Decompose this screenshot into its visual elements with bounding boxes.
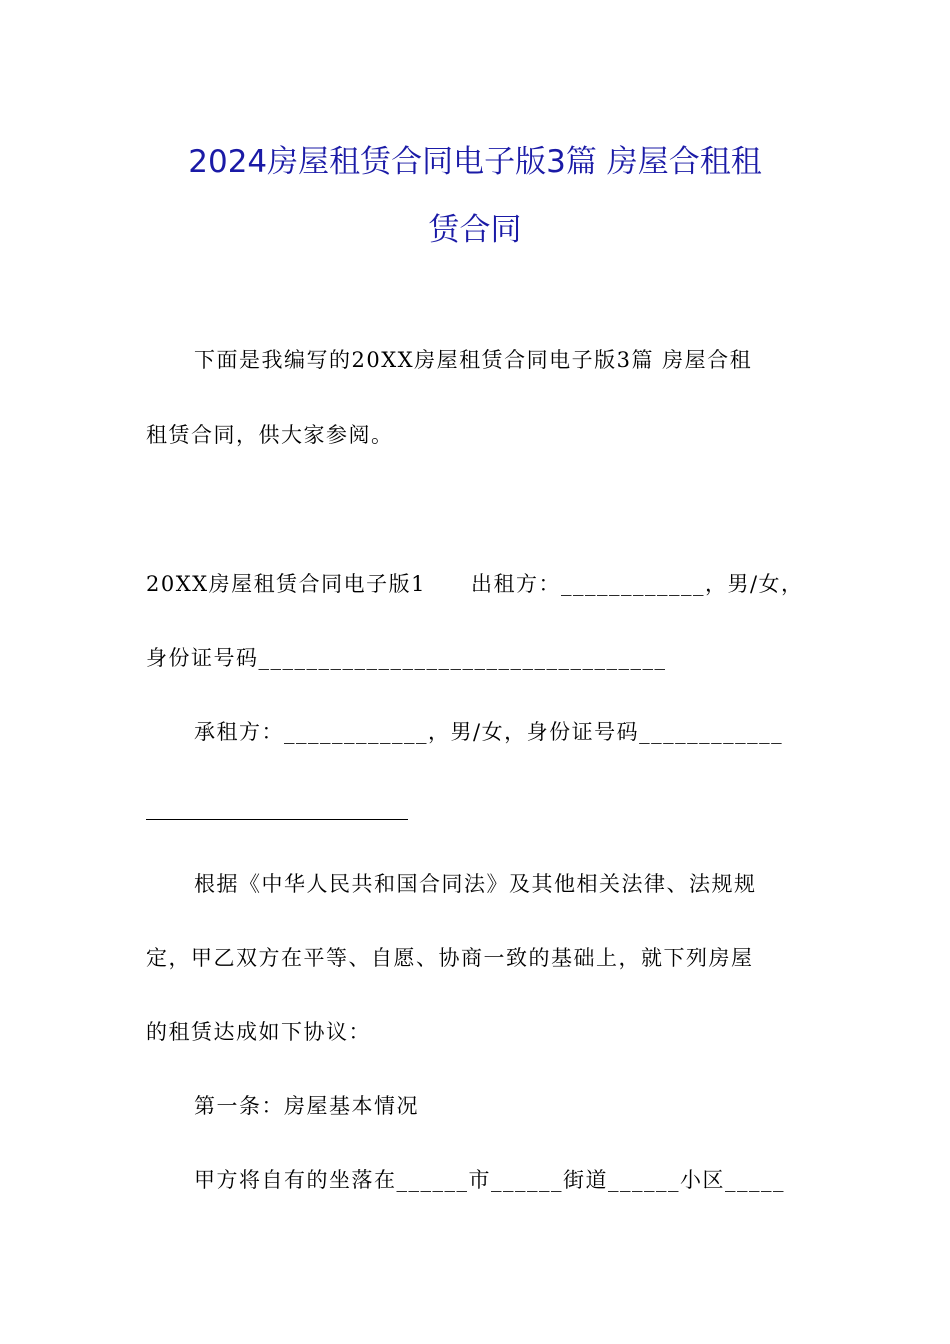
- blank-fill-rule: [146, 819, 408, 820]
- contract-heading-lessor-line: 20XX房屋租赁合同电子版1 出租方：____________，男/女，: [146, 572, 804, 596]
- intro-paragraph-line-2: 租赁合同，供大家参阅。: [146, 423, 394, 447]
- article-1-title: 第一条：房屋基本情况: [194, 1094, 419, 1118]
- lessee-line: 承租方：____________，男/女，身份证号码____________: [194, 720, 784, 744]
- document-title-line-1: 2024房屋租赁合同电子版3篇 房屋合租租: [188, 144, 762, 180]
- basis-paragraph-line-3: 的租赁达成如下协议：: [146, 1020, 371, 1044]
- lessor-id-line: 身份证号码__________________________________: [146, 646, 667, 670]
- article-1-line-1: 甲方将自有的坐落在______市______街道______小区_____: [194, 1168, 785, 1192]
- intro-paragraph-line-1: 下面是我编写的20XX房屋租赁合同电子版3篇 房屋合租: [194, 348, 753, 372]
- basis-paragraph-line-1: 根据《中华人民共和国合同法》及其他相关法律、法规规: [194, 872, 757, 896]
- document-title-line-2: 赁合同: [428, 212, 522, 248]
- basis-paragraph-line-2: 定，甲乙双方在平等、自愿、协商一致的基础上，就下列房屋: [146, 946, 754, 970]
